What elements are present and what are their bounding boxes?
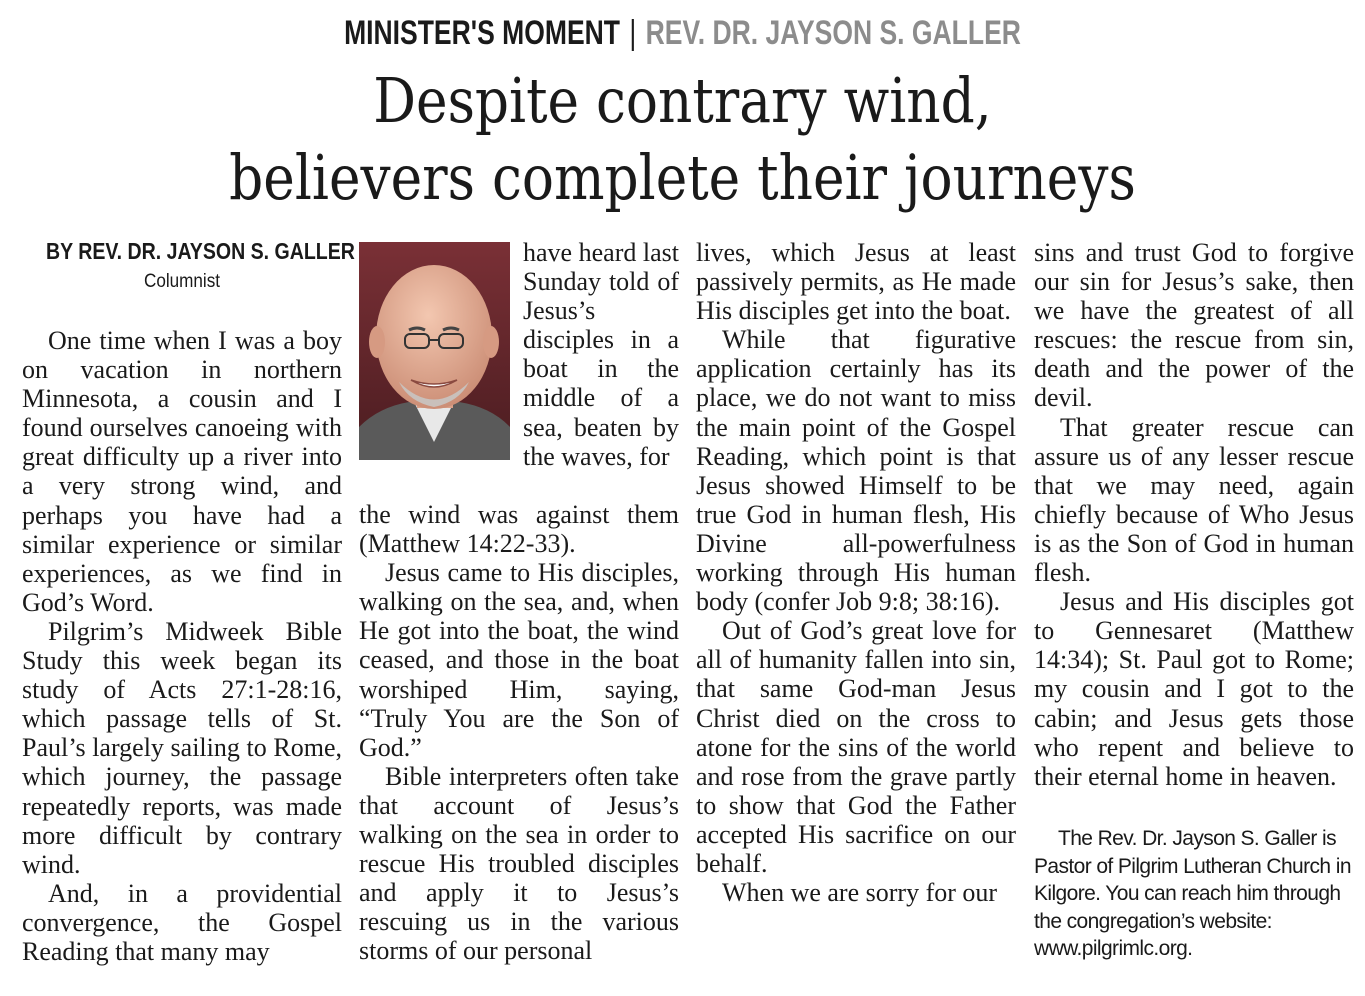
paragraph: lives, which Jesus at least passively permits, as He made His disciples get into the boat. (696, 238, 1016, 326)
paragraph: And, in a providential convergence, the Gospel Reading that many may (22, 878, 342, 966)
author-photo (359, 242, 510, 460)
tagline-text: The Rev. Dr. Jayson S. Galler is Pastor of Pilgrim Lutheran Church in Kilgore. You can reach him through the congregation’s website: www.pilgrimlc.org. (1034, 827, 1351, 960)
paragraph: have heard last Sunday told of Jesus’s disciples in a boat in the middle of a sea, beaten by the waves, for (523, 238, 679, 471)
author-tagline (1034, 825, 1354, 963)
paragraph: While that figurative application certainly has its place, we do not want to miss the main point of the Gospel Reading, which point is that Jesus showed Himself to be true God in human flesh, His Divine all-powerfulness working through His human body (confer Job 9:8; 38:16). (696, 325, 1016, 617)
article-column-2-bottom (359, 500, 679, 966)
kicker-separator: | (629, 14, 637, 52)
headline-line-1: Despite contrary wind, (373, 64, 992, 137)
article-column-2-top (523, 238, 679, 471)
paragraph: Bible interpreters often take that account of Jesus’s walking on the sea in order to rescue His troubled disciples and apply it to Jesus’s rescuing us in the various storms of our personal (359, 761, 679, 966)
kicker-author: REV. DR. JAYSON S. GALLER (645, 14, 1021, 52)
byline-role: Columnist (143, 271, 221, 292)
byline-name: BY REV. DR. JAYSON S. GALLER (46, 238, 355, 264)
section-name: MINISTER'S MOMENT (344, 14, 620, 52)
paragraph: the wind was against them (Matthew 14:22-33). (359, 500, 679, 559)
paragraph: Pilgrim’s Midweek Bible Study this week began its study of Acts 27:1-28:16, which passage tells of St. Paul’s largely sailing to Rome, which journey, the passage repeatedly reports, was made more difficult by contrary wind. (22, 616, 342, 879)
paragraph: That greater rescue can assure us of any lesser rescue that we may need, again chiefly because of Who Jesus is as the Son of God in human flesh. (1034, 412, 1354, 588)
section-kicker (150, 14, 1215, 53)
paragraph: sins and trust God to forgive our sin for Jesus’s sake, then we have the greatest of all rescues: the rescue from sin, death and the power of the devil. (1034, 238, 1354, 413)
article-column-1 (22, 326, 342, 966)
article-column-3 (696, 238, 1016, 907)
author-portrait-icon (359, 242, 510, 460)
headline (96, 62, 1270, 216)
paragraph: Out of God’s great love for all of humanity fallen into sin, that same God-man Jesus Christ died on the cross to atone for the sins of the world and rose from the grave partly to show that God the Father accepted His sacrifice on our behalf. (696, 616, 1016, 878)
article-column-4 (1034, 238, 1354, 791)
byline (22, 238, 355, 293)
paragraph: When we are sorry for our (722, 878, 998, 908)
paragraph: Jesus came to His disciples, walking on the sea, and, when He got into the boat, the wind ceased, and those in the boat worshiped Him, saying, “Truly You are the Son of God.” (359, 558, 679, 762)
paragraph: Jesus and His disciples got to Gennesaret (Matthew 14:34); St. Paul got to Rome; my cousin and I got to the cabin; and Jesus gets those who repent and believe to their eternal home in heaven. (1034, 587, 1354, 791)
headline-line-2: believers complete their journeys (229, 141, 1136, 214)
paragraph: One time when I was a boy on vacation in northern Minnesota, a cousin and I found ourselves canoeing with great difficulty up a river into a very strong wind, and perhaps you have had a similar experience or similar experiences, as we find in God’s Word. (22, 326, 342, 617)
